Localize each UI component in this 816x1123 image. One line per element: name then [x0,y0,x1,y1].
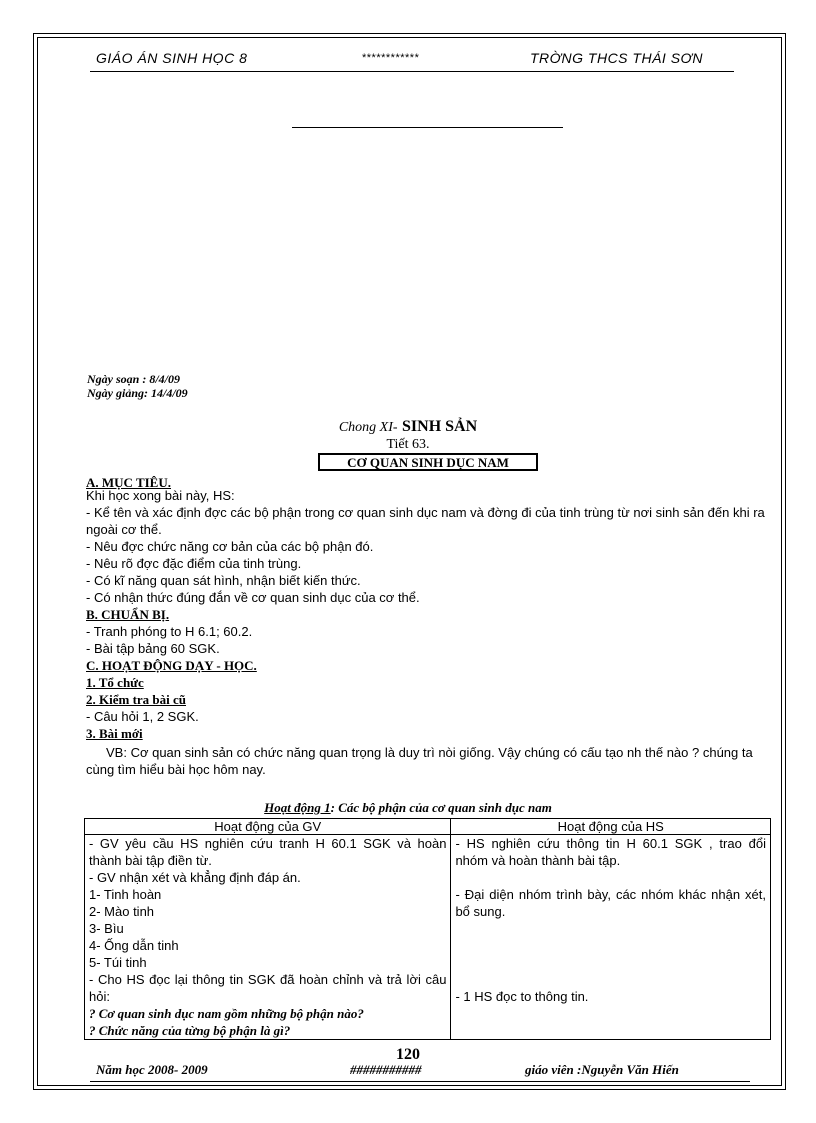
section-a-title: A. MỤC TIÊU. [86,475,171,490]
section-a-item: - Kể tên và xác định đợc các bộ phận trong cơ quan sinh dục nam và đờng đi của tinh trùng từ nơi sinh sản đến khi ra ngoài cơ thể. [86,505,765,537]
hs-line: - HS nghiên cứu thông tin H 60.1 SGK , trao đổi nhóm và hoàn thành bài tập. [455,836,766,868]
section-a-intro: Khi học xong bài này, HS: [86,488,235,503]
section-b-item: - Bài tập bảng 60 SGK. [86,641,220,656]
chapter-prefix: Chong XI- [338,420,398,435]
chapter-heading [0,418,816,436]
lesson-title: CƠ QUAN SINH DỤC NAM [318,453,538,471]
gv-line: - Cho HS đọc lại thông tin SGK đã hoàn chỉnh và trả lời câu hỏi: [89,972,447,1004]
activity-table [84,818,771,1040]
section-c1: 1. Tổ chức [86,675,144,690]
col-header-hs: Hoạt động của HS [451,819,771,835]
section-a [86,474,776,778]
gv-question: ? Chức năng của từng bộ phận là gì? [89,1023,291,1038]
section-a-item: - Nêu đợc chức năng cơ bản của các bộ phận đó. [86,539,374,554]
section-c2: 2. Kiểm tra bài cũ [86,692,187,707]
section-c-title: C. HOẠT ĐỘNG DẠY - HỌC. [86,658,257,673]
col-header-gv: Hoạt động của GV [85,819,451,835]
gv-cell [85,835,451,1040]
header-rule [90,71,734,72]
activity-caption-label: Hoạt động 1 [264,800,331,815]
header-stars: ************ [362,52,420,64]
gv-line: 1- Tinh hoàn [89,887,162,902]
section-a-item: - Có kĩ năng quan sát hình, nhận biết kiến thức. [86,573,361,588]
section-a-item: - Nêu rõ đợc đặc điểm của tinh trùng. [86,556,302,571]
title-rule [292,127,563,128]
gv-question: ? Cơ quan sinh dục nam gồm những bộ phận nào? [89,1006,364,1021]
footer-year: Năm học 2008- 2009 [96,1062,208,1077]
footer-hashes: ########### [350,1062,422,1077]
section-c2-item: - Câu hỏi 1, 2 SGK. [86,709,199,724]
header-school: TRỜNG THCS THÁI SƠN [530,50,704,66]
hs-line: - Đại diện nhóm trình bày, các nhóm khác nhận xét, bổ sung. [455,887,766,919]
date-prepared: Ngày soạn : 8/4/09 [87,372,180,386]
gv-line: 2- Mào tinh [89,904,155,919]
footer-rule [90,1081,750,1082]
section-b-item: - Tranh phóng to H 6.1; 60.2. [86,624,253,639]
footer-teacher: giáo viên :Nguyễn Văn Hiến [525,1062,679,1077]
chapter-name: SINH SẢN [402,418,478,435]
gv-line: - GV yêu cầu HS nghiên cứu tranh H 60.1 SGK và hoàn thành bài tập điền từ. [89,836,447,868]
activity-caption [0,800,816,816]
section-a-item: - Có nhận thức đúng đắn về cơ quan sinh dục của cơ thể. [86,590,420,605]
lesson-number: Tiết 63. [386,437,430,452]
gv-line: 3- Bìu [89,921,124,936]
gv-line: - GV nhận xét và khẳng định đáp án. [89,870,301,885]
activity-caption-text: : Các bộ phận của cơ quan sinh dục nam [330,800,552,815]
page-number: 120 [396,1046,420,1063]
gv-line: 4- Ống dẫn tinh [89,938,179,953]
hs-cell [451,835,771,1040]
header-subject: GIÁO ÁN SINH HỌC 8 [96,50,248,66]
lesson-intro: VB: Cơ quan sinh sản có chức năng quan trọng là duy trì nòi giống. Vậy chúng có cấu tạo nh thế nào ? chúng ta cùng tìm hiểu bài học hôm nay. [86,745,753,777]
gv-line: 5- Túi tinh [89,955,147,970]
date-taught: Ngày giảng: 14/4/09 [87,386,188,400]
hs-line: - 1 HS đọc to thông tin. [455,989,589,1004]
section-c3: 3. Bài mới [86,726,143,741]
section-b-title: B. CHUẨN BỊ. [86,607,170,622]
